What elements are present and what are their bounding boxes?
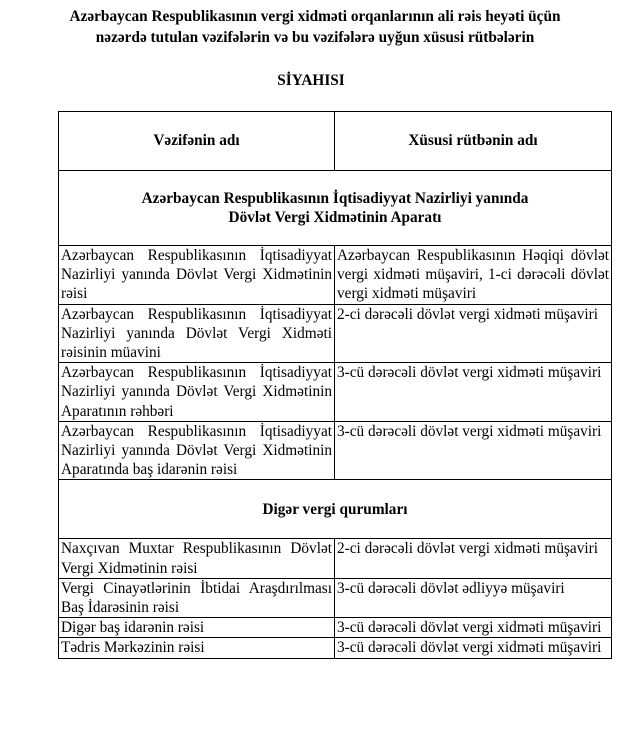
document-title-line-1: Azərbaycan Respublikasının vergi xidməti orqanlarının ali rəis heyəti üçün xyxy=(69,8,561,25)
document-title-line-2: nəzərdə tutulan vəzifələrin və bu vəzifələrə uyğun xüsusi rütbələrin xyxy=(95,29,535,46)
position-cell: Azərbaycan Respublikasının İqtisadiyyat Nazirliyi yanında Dövlət Vergi Xidmətinin rəisi xyxy=(59,246,335,305)
table-row xyxy=(59,304,612,363)
table-row xyxy=(59,421,612,480)
rank-cell: 2-ci dərəcəli dövlət vergi xidməti müşaviri xyxy=(335,304,612,363)
column-header-rank: Xüsusi rütbənin adı xyxy=(335,112,612,171)
section-heading-row xyxy=(59,171,612,246)
position-cell: Azərbaycan Respublikasının İqtisadiyyat Nazirliyi yanında Dövlət Vergi Xidməti rəisinin müavini xyxy=(59,304,335,363)
document-title xyxy=(40,6,590,48)
rank-cell: 3-cü dərəcəli dövlət ədliyyə müşaviri xyxy=(335,578,612,617)
section-heading-state-tax-service xyxy=(59,171,612,246)
position-cell: Vergi Cinayətlərinin İbtidai Araşdırılması Baş İdarəsinin rəisi xyxy=(59,578,335,617)
section-heading-line: Digər vergi qurumları xyxy=(262,500,408,518)
position-cell: Naxçıvan Muxtar Respublikasının Dövlət Vergi Xidmətinin rəisi xyxy=(59,539,335,578)
rank-cell: 2-ci dərəcəli dövlət vergi xidməti müşaviri xyxy=(335,539,612,578)
rank-cell: 3-cü dərəcəli dövlət vergi xidməti müşaviri xyxy=(335,421,612,480)
table-row xyxy=(59,539,612,578)
ranks-table xyxy=(58,111,612,659)
position-cell: Azərbaycan Respublikasının İqtisadiyyat Nazirliyi yanında Dövlət Vergi Xidmətinin Aparatının rəhbəri xyxy=(59,363,335,422)
rank-cell: 3-cü dərəcəli dövlət vergi xidməti müşaviri xyxy=(335,363,612,422)
section-heading-other-tax-bodies xyxy=(59,480,612,539)
rank-cell: 3-cü dərəcəli dövlət vergi xidməti müşaviri xyxy=(335,618,612,638)
table-row xyxy=(59,246,612,305)
column-header-position: Vəzifənin adı xyxy=(59,112,335,171)
rank-cell: 3-cü dərəcəli dövlət vergi xidməti müşaviri xyxy=(335,638,612,658)
section-heading-row xyxy=(59,480,612,539)
table-row xyxy=(59,638,612,658)
section-heading-line: Dövlət Vergi Xidmətinin Aparatı xyxy=(228,209,442,226)
position-cell: Tədris Mərkəzinin rəisi xyxy=(59,638,335,658)
table-header-row xyxy=(59,112,612,171)
table-row xyxy=(59,618,612,638)
position-cell: Azərbaycan Respublikasının İqtisadiyyat Nazirliyi yanında Dövlət Vergi Xidmətinin Aparatında baş idarənin rəisi xyxy=(59,421,335,480)
position-cell: Digər baş idarənin rəisi xyxy=(59,618,335,638)
table-row xyxy=(59,363,612,422)
table-row xyxy=(59,578,612,617)
section-heading-line: Azərbaycan Respublikasının İqtisadiyyat Nazirliyi yanında xyxy=(141,189,529,207)
rank-cell: Azərbaycan Respublikasının Həqiqi dövlət vergi xidməti müşaviri, 1-ci dərəcəli dövlət vergi xidməti müşaviri xyxy=(335,246,612,305)
document-subtitle: SİYAHISI xyxy=(277,72,345,89)
